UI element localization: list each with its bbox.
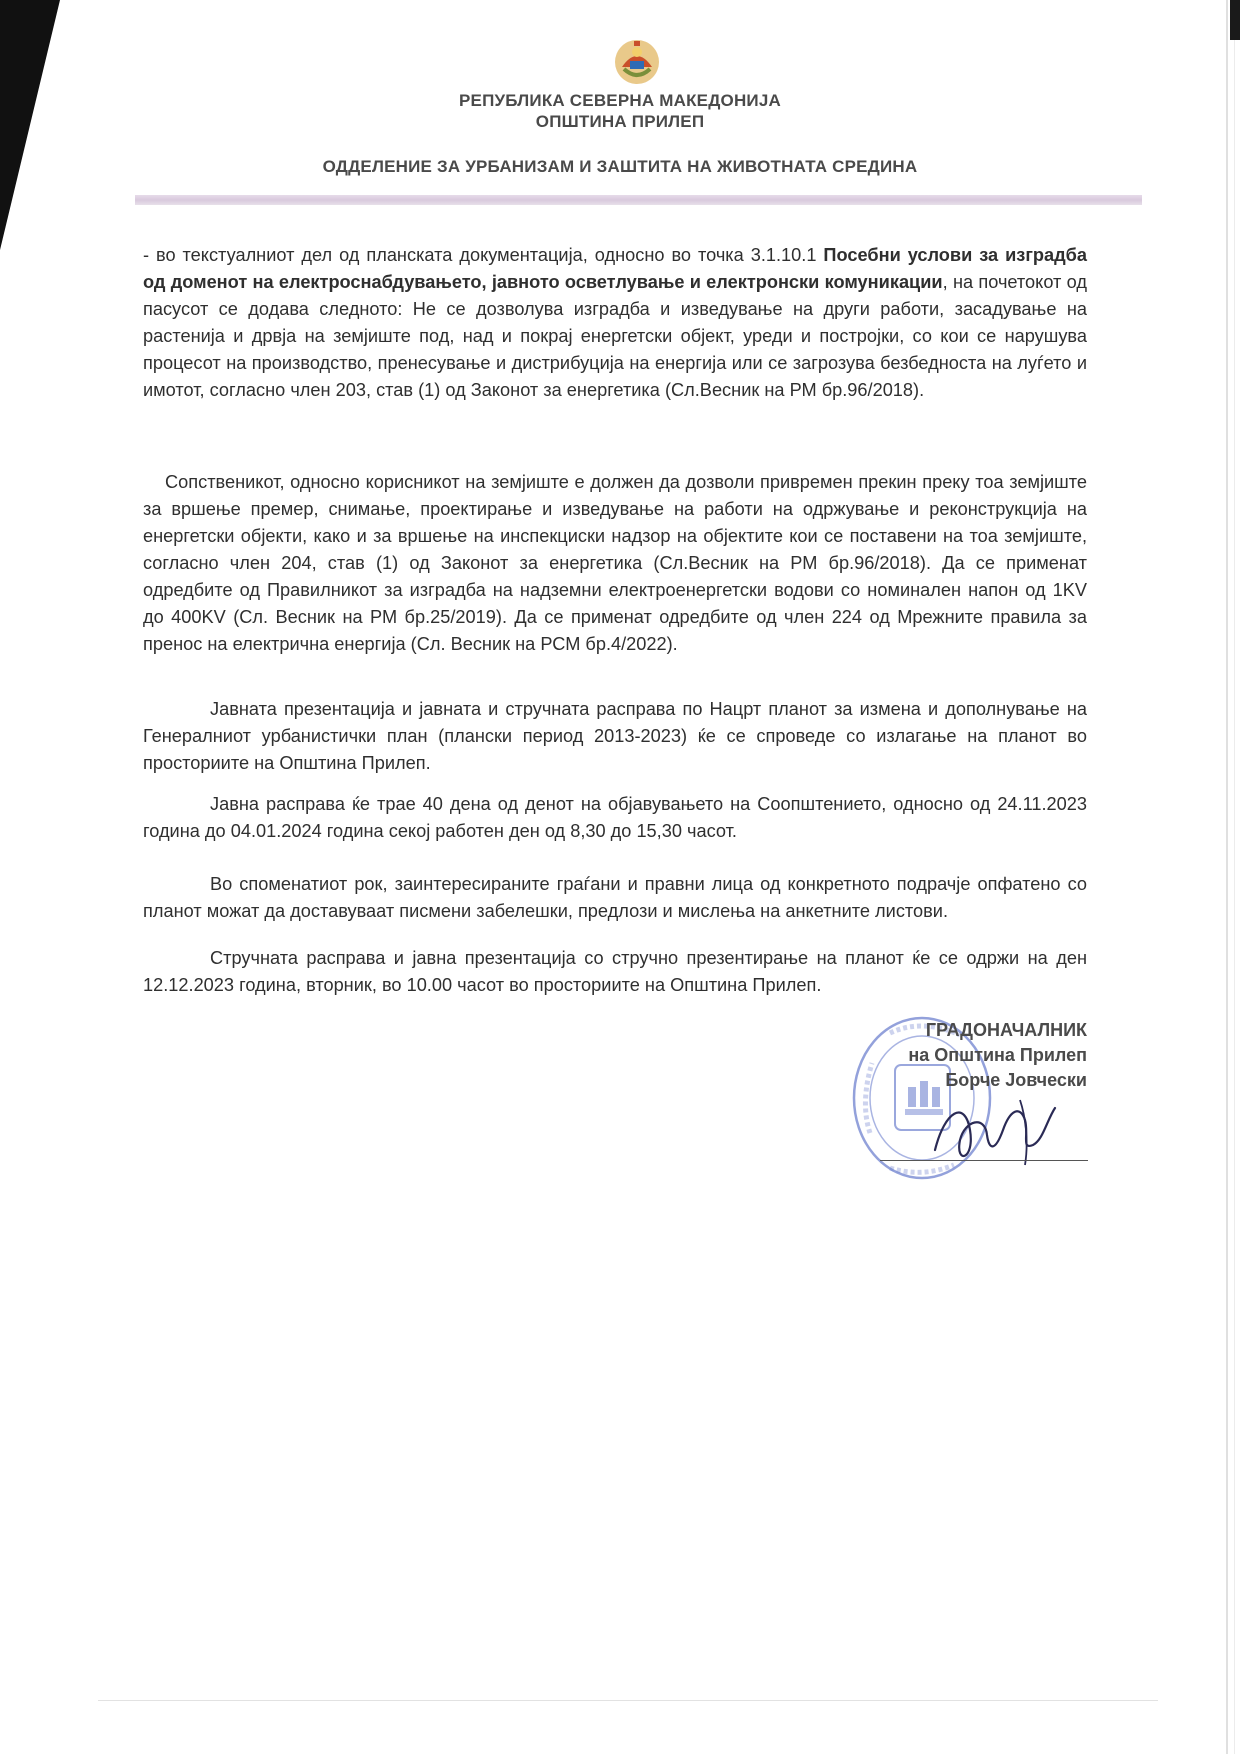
paragraph-1-rest: , на почетокот од пасусот се додава следното: Не се дозволува изградба и изведување на други работи, засадување на растенија и дрвја на земјиште под, над и покрај енергетски објект, уреди и постројки, со кои се нарушува процесот на производство, пренесување и дистрибуција на енергија или се загрозува безбедноста на луѓето и имотот, согласно член 203, став (1) од Законот за енергетика (Сл.Весник на РМ бр.96/2018). <box>143 272 1087 400</box>
municipality-heading: ОПШТИНА ПРИЛЕП <box>535 112 705 131</box>
scan-edge-shadow <box>1222 0 1240 1754</box>
footer-divider <box>98 1700 1158 1701</box>
department-heading: ОДДЕЛЕНИЕ ЗА УРБАНИЗАМ И ЗАШТИТА НА ЖИВОТНАТА СРЕДИНА <box>322 157 918 176</box>
paragraph-5-text: Во споменатиот рок, заинтересираните граѓани и правни лица од конкретното подрачје опфатено со планот можат да доставуваат писмени забелешки, предлози и мислења на анкетните листови. <box>143 874 1087 921</box>
paragraph-1-bold-title: Посебни услови за изградба од доменот на електроснабдувањето, јавното осветлување и електронски комуникации <box>143 245 1088 292</box>
signature-line <box>880 1160 1088 1161</box>
signature-name: Борче Јовчески <box>945 1070 1087 1090</box>
signature-title: ГРАДОНАЧАЛНИК <box>925 1020 1087 1040</box>
paragraph-6-text: Стручната расправа и јавна презентација со стручно презентирање на планот ќе се одржи на ден 12.12.2023 година, вторник, во 10.00 часот во просториите на Општина Прилеп. <box>143 948 1087 995</box>
paragraph-3 <box>143 696 1087 777</box>
paragraph-1 <box>143 242 1087 404</box>
paragraph-4-text: Јавна расправа ќе трае 40 дена од денот на објавувањето на Соопштението, односно од 24.11.2023 година до 04.01.2024 година секој работен ден од 8,30 до 15,30 часот. <box>143 794 1087 841</box>
paragraph-5 <box>143 871 1087 925</box>
paragraph-1-intro: - во текстуалниот дел од планската документација, односно во точка 3.1.10.1 <box>143 245 824 265</box>
paragraph-6 <box>143 945 1087 999</box>
handwritten-signature-icon <box>925 1090 1065 1170</box>
paragraph-2 <box>143 469 1087 658</box>
coat-of-arms-icon <box>612 37 662 87</box>
paragraph-2-text: Сопственикот, односно корисникот на земјиште е должен да дозволи привремен прекин преку тоа земјиште за вршење премер, снимање, проектирање и изведување на работи на одржување и реконструкција на енергетски објекти, како и за вршење на инспекциски надзор на објектите кои се поставени на тоа земјиште, согласно член 204, став (1) од Законот за енергетика (Сл.Весник на РМ бр.96/2018). Да се применат одредбите од Правилникот за изградба на надземни електроенергетски водови со номинален напон од 1KV до 400KV (Сл. Весник на РМ бр.25/2019). Да се применат одредбите од член 224 од Мрежните правила за пренос на електрична енергија (Сл. Весник на РСМ бр.4/2022). <box>143 472 1087 654</box>
paragraph-4 <box>143 791 1087 845</box>
country-heading: РЕПУБЛИКА СЕВЕРНА МАКЕДОНИЈА <box>459 91 781 110</box>
header-divider-band <box>135 195 1142 205</box>
signature-municipality: на Општина Прилеп <box>908 1045 1087 1065</box>
paragraph-3-text: Јавната презентација и јавната и стручната расправа по Нацрт планот за измена и дополнување на Генералниот урбанистички план (плански период 2013-2023) ќе се спроведе со излагање на планот во просториите на Општина Прилеп. <box>143 699 1087 773</box>
